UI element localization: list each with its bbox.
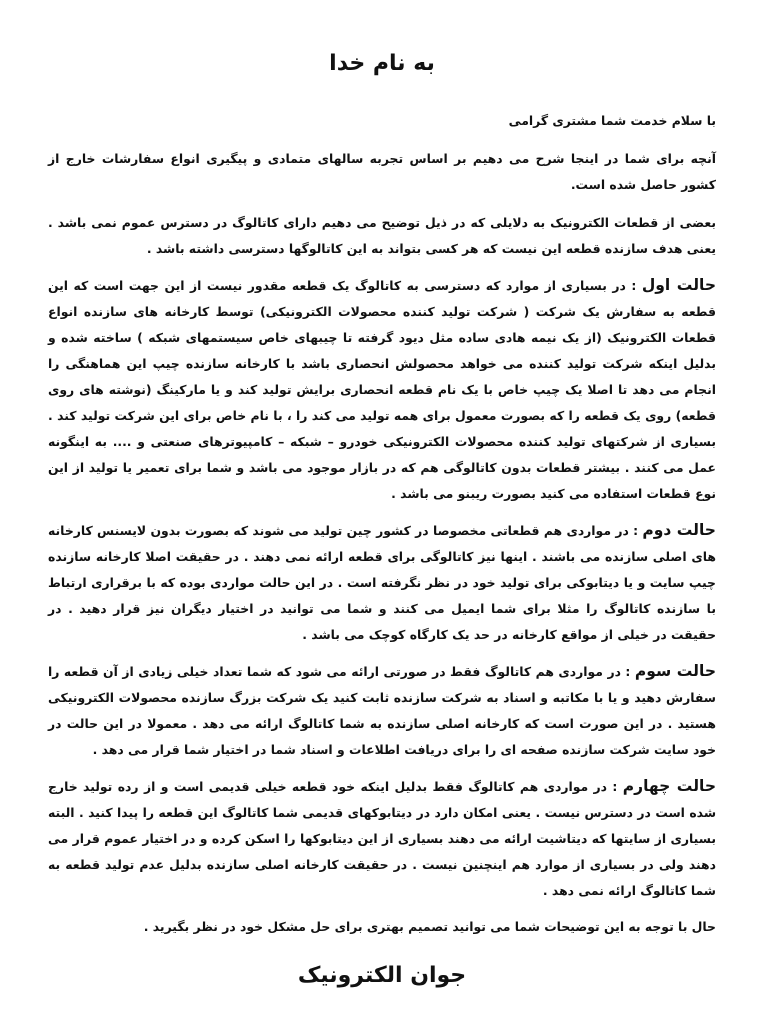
intro-paragraph: آنچه برای شما در اینجا شرح می دهیم بر اساس تجربه سالهای متمادی و پیگیری انواع سفارشات خارج از کشور حاصل شده است. [48,151,716,192]
case-4-heading: حالت چهارم [622,777,717,795]
case-4-text: : در مواردی هم کاتالوگ فقط بدلیل اینکه خود قطعه خیلی قدیمی است و از رده تولید خارج شده است در دسترس نیست . یعنی امکان دارد در دیتابوکهای قدیمی شما کاتالوگ این قطعه را پیدا کنید . البته بسیاری از سایتها که دیتاشیت ارائه می دهند بسیاری از این دیتابوکها را اسکن کرده و در اختیار عموم قرار می دهند ولی در بسیاری از موارد هم اینچنین نیست . در حقیقت کارخانه اصلی سازنده بدلیل عدم تولید قطعه به شما کاتالوگ ارائه نمی دهد . [48,779,716,898]
case-1-heading: حالت اول [641,276,717,294]
case-3-paragraph [48,658,716,763]
greeting-paragraph: با سلام خدمت شما مشتری گرامی [508,113,716,128]
note-paragraph: بعضی از قطعات الکترونیک به دلایلی که در ذیل توضیح می دهیم دارای کاتالوگ در دسترس عموم نمی باشد . یعنی هدف سازنده قطعه این نیست که هر کسی بتواند به این کاتالوگها دسترسی داشته باشد . [48,215,716,256]
case-4-paragraph [48,773,716,904]
case-2-paragraph [48,517,716,648]
case-1-paragraph [48,272,716,507]
case-1-text: : در بسیاری از موارد که دسترسی به کاتالوگ یک قطعه مقدور نیست از این جهت است که این قطعه به سفارش یک شرکت ( شرکت تولید کننده محصولات الکترونیکی) توسط کارخانه های سازنده انواع قطعات الکترونیک (از یک نیمه هادی ساده مثل دیود گرفته تا چیبهای خاص سیستمهای شبکه ) ساخته شده و بدلیل اینکه شرکت تولید کننده می خواهد محصولش انحصاری باشد با کارخانه سازنده چیپ این هماهنگی را انجام می دهد تا اصلا یک چیپ خاص با یک نام قطعه انحصاری برایش تولید کند و یا مارکینگ (نوشته های روی قطعه) روی یک قطعه را که بصورت معمول برای همه تولید می کند را ، با نام خاص برای این شرکت تولید کند . بسیاری از شرکتهای تولید کننده محصولات الکترونیکی خودرو – شبکه – کامپیوترهای صنعتی و .... به اینگونه عمل می کنند . بیشتر قطعات بدون کاتالوگی هم که در بازار موجود می باشد و شما برای تعمیر یا تولید از این نوع قطعات استفاده می کنید بصورت ریبنو می باشد . [48,278,716,501]
case-3-heading: حالت سوم [634,662,716,680]
page-title: به نام خدا [329,51,435,76]
case-2-text: : در مواردی هم قطعاتی مخصوصا در کشور چین تولید می شوند که بصورت بدون لایسنس کارخانه های اصلی سازنده می باشند . اینها نیز کاتالوگی برای قطعه ارائه نمی دهند . در حقیقت اصلا کارخانه سازنده چیپ سایت و یا دیتابوکی برای تولید خود در نظر نگرفته است . در این حالت مواردی بوده که با برقراری ارتباط با سازنده کاتالوگ را مثلا برای شما ایمیل می کنند و شما می توانید در اختیار دیگران نیز قرار دهید . در حقیقت در خیلی از مواقع کارخانه در حد یک کارگاه کوچک می باشد . [48,523,716,642]
case-3-text: : در مواردی هم کاتالوگ فقط در صورتی ارائه می شود که شما تعداد خیلی زیادی از آن قطعه را سفارش دهید و یا با مکاتبه و اسناد به شرکت سازنده ثابت کنید یک شرکت بزرگ سازنده محصولات الکترونیکی هستید . در این صورت است که کارخانه اصلی سازنده به شما کاتالوگ ارائه می دهد . معمولا در این حالت در خود سایت شرکت سازنده صفحه ای را برای دریافت اطلاعات و اسناد شما در اختیار شما قرار می دهد . [48,664,716,757]
case-2-heading: حالت دوم [642,521,716,539]
closing-paragraph: حال با توجه به این توضیحات شما می توانید تصمیم بهتری برای حل مشکل خود در نظر بگیرید . [143,919,716,934]
signature: جوان الکترونیک [297,963,467,988]
